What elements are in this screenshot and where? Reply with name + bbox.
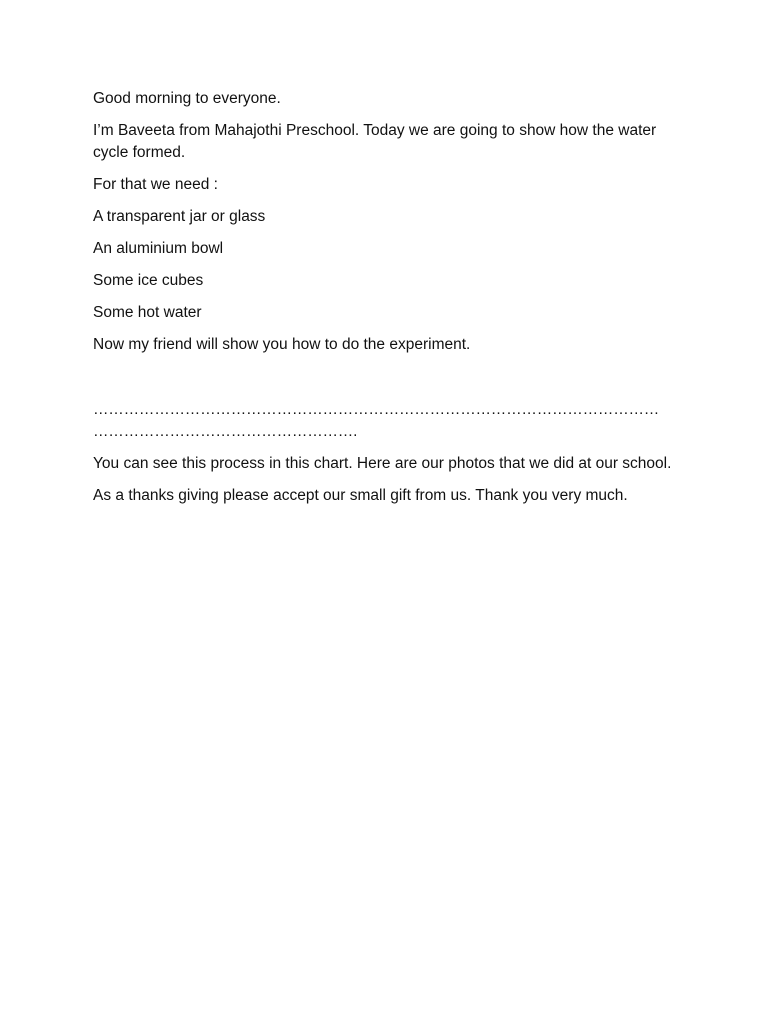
dotted-line: ………………………………………………………………………………………………………………………………………………. [93,401,660,440]
blank-space [93,366,673,399]
chart-paragraph: You can see this process in this chart. Here are our photos that we did at our school. [93,455,672,472]
material-item: An aluminium bowl [93,240,224,257]
document-body [93,88,673,517]
material-item: Some ice cubes [93,272,204,289]
material-item: Some hot water [93,304,202,321]
greeting-paragraph: Good morning to everyone. [93,90,281,107]
handover-paragraph: Now my friend will show you how to do the experiment. [93,336,471,353]
intro-paragraph: I’m Baveeta from Mahajothi Preschool. Today we are going to show how the water cycle formed. [93,122,657,161]
material-item: A transparent jar or glass [93,208,266,225]
closing-paragraph: As a thanks giving please accept our small gift from us. Thank you very much. [93,487,628,504]
need-heading: For that we need : [93,176,218,193]
